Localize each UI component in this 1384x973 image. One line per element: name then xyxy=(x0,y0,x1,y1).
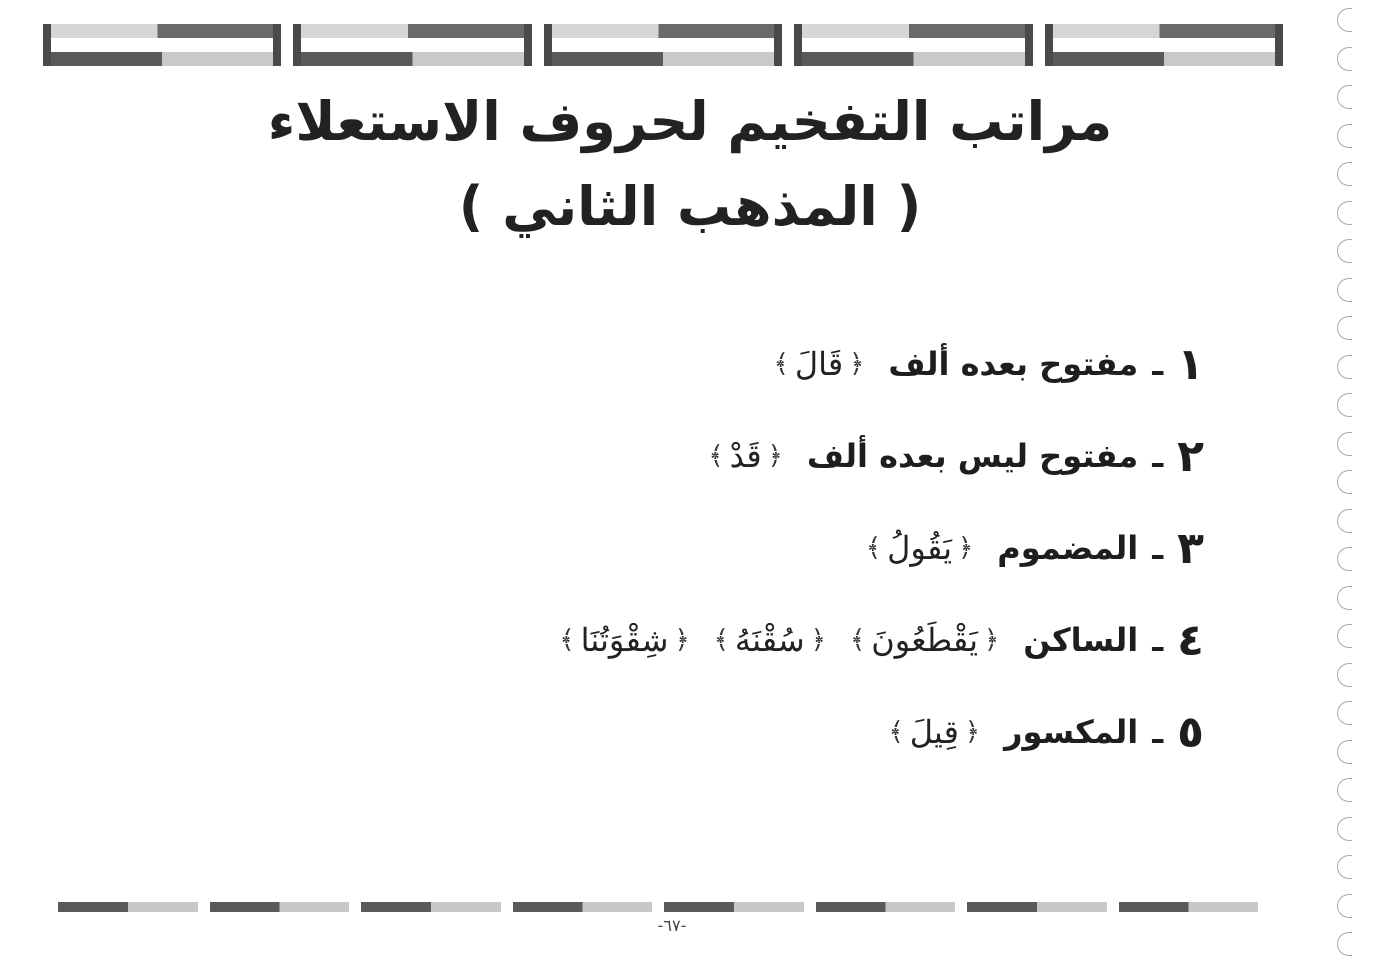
item-number: ٣ xyxy=(1177,522,1204,574)
binding-ring xyxy=(1337,393,1352,417)
example-word: قِيلَ xyxy=(909,713,959,751)
ornament-open: ﴿ xyxy=(984,625,1000,655)
binding-ring xyxy=(1337,894,1352,918)
binding-ring xyxy=(1337,355,1352,379)
border-segment xyxy=(210,902,350,912)
ornament-open: ﴿ xyxy=(674,625,690,655)
binding-ring xyxy=(1337,547,1352,571)
bottom-decorative-border xyxy=(58,902,1258,912)
list-item xyxy=(304,686,1204,778)
page-subtitle: ( المذهب الثاني ) xyxy=(458,175,922,238)
ornament-close: ﴾ xyxy=(713,625,729,655)
list-item xyxy=(304,502,1204,594)
item-label: المكسور xyxy=(1004,713,1139,751)
ornament-close: ﴾ xyxy=(708,441,724,471)
binding-ring xyxy=(1337,855,1352,879)
binding-ring xyxy=(1337,201,1352,225)
ornament-open: ﴿ xyxy=(810,625,826,655)
binding-rings xyxy=(1324,0,1384,973)
decorative-frame xyxy=(1045,24,1283,66)
quran-example xyxy=(888,713,980,751)
quran-example xyxy=(559,621,689,659)
example-word: سُقْنَهُ xyxy=(734,621,805,659)
binding-ring xyxy=(1337,663,1352,687)
item-dash: ـ xyxy=(1152,621,1164,659)
border-segment xyxy=(1119,902,1259,912)
binding-ring xyxy=(1337,740,1352,764)
example-word: يَقُولُ xyxy=(887,529,953,567)
binding-ring xyxy=(1337,509,1352,533)
example-word: شِقْوَتُنَا xyxy=(580,621,669,659)
binding-ring xyxy=(1337,817,1352,841)
binding-ring xyxy=(1337,47,1352,71)
top-decorative-border xyxy=(43,24,1283,70)
item-number: ١ xyxy=(1177,338,1204,390)
ornament-open: ﴿ xyxy=(964,717,981,747)
border-segment xyxy=(816,902,956,912)
border-segment xyxy=(967,902,1107,912)
example-word: قَالَ xyxy=(794,345,844,383)
ornament-open: ﴿ xyxy=(958,533,974,563)
list-item xyxy=(304,410,1204,502)
border-segment xyxy=(513,902,653,912)
binding-ring xyxy=(1337,162,1352,186)
decorative-frame xyxy=(794,24,1032,66)
item-dash: ـ xyxy=(1152,437,1164,475)
rules-list xyxy=(304,318,1204,778)
border-segment xyxy=(361,902,501,912)
list-item xyxy=(304,594,1204,686)
binding-ring xyxy=(1337,278,1352,302)
ornament-close: ﴾ xyxy=(888,717,904,747)
border-segment xyxy=(58,902,198,912)
item-number: ٤ xyxy=(1177,614,1204,666)
item-dash: ـ xyxy=(1152,713,1164,751)
binding-ring xyxy=(1337,778,1352,802)
list-item xyxy=(304,318,1204,410)
example-word: يَقْطَعُونَ xyxy=(871,621,978,659)
ornament-open: ﴿ xyxy=(767,441,783,471)
example-word: قَدْ xyxy=(729,437,762,475)
binding-ring xyxy=(1337,316,1352,340)
item-number: ٥ xyxy=(1177,706,1204,758)
item-dash: ـ xyxy=(1152,529,1164,567)
decorative-frame xyxy=(43,24,281,66)
page-number: -٦٧- xyxy=(657,916,687,935)
binding-ring xyxy=(1337,8,1352,32)
binding-ring xyxy=(1337,932,1352,956)
border-segment xyxy=(664,902,804,912)
quran-example xyxy=(714,621,826,659)
item-label: الساكن xyxy=(1023,621,1139,659)
ornament-close: ﴾ xyxy=(849,625,866,655)
item-label: مفتوح بعده ألف xyxy=(888,345,1139,383)
binding-ring xyxy=(1337,239,1352,263)
binding-ring xyxy=(1337,124,1352,148)
item-number: ٢ xyxy=(1177,430,1204,482)
item-label: المضموم xyxy=(997,529,1139,567)
decorative-frame xyxy=(293,24,531,66)
item-label: مفتوح ليس بعده ألف xyxy=(806,437,1139,475)
quran-example xyxy=(866,529,973,567)
quran-example xyxy=(708,437,783,475)
ornament-close: ﴾ xyxy=(865,533,882,563)
binding-ring xyxy=(1337,470,1352,494)
ornament-close: ﴾ xyxy=(773,349,789,379)
ornament-close: ﴾ xyxy=(559,625,575,655)
binding-ring xyxy=(1337,701,1352,725)
quran-example xyxy=(774,345,865,383)
binding-ring xyxy=(1337,432,1352,456)
binding-ring xyxy=(1337,586,1352,610)
ornament-open: ﴿ xyxy=(849,349,865,379)
binding-ring xyxy=(1337,85,1352,109)
page-title: مراتب التفخيم لحروف الاستعلاء xyxy=(267,90,1113,153)
decorative-frame xyxy=(544,24,782,66)
quran-example xyxy=(850,621,999,659)
binding-ring xyxy=(1337,624,1352,648)
item-dash: ـ xyxy=(1152,345,1164,383)
